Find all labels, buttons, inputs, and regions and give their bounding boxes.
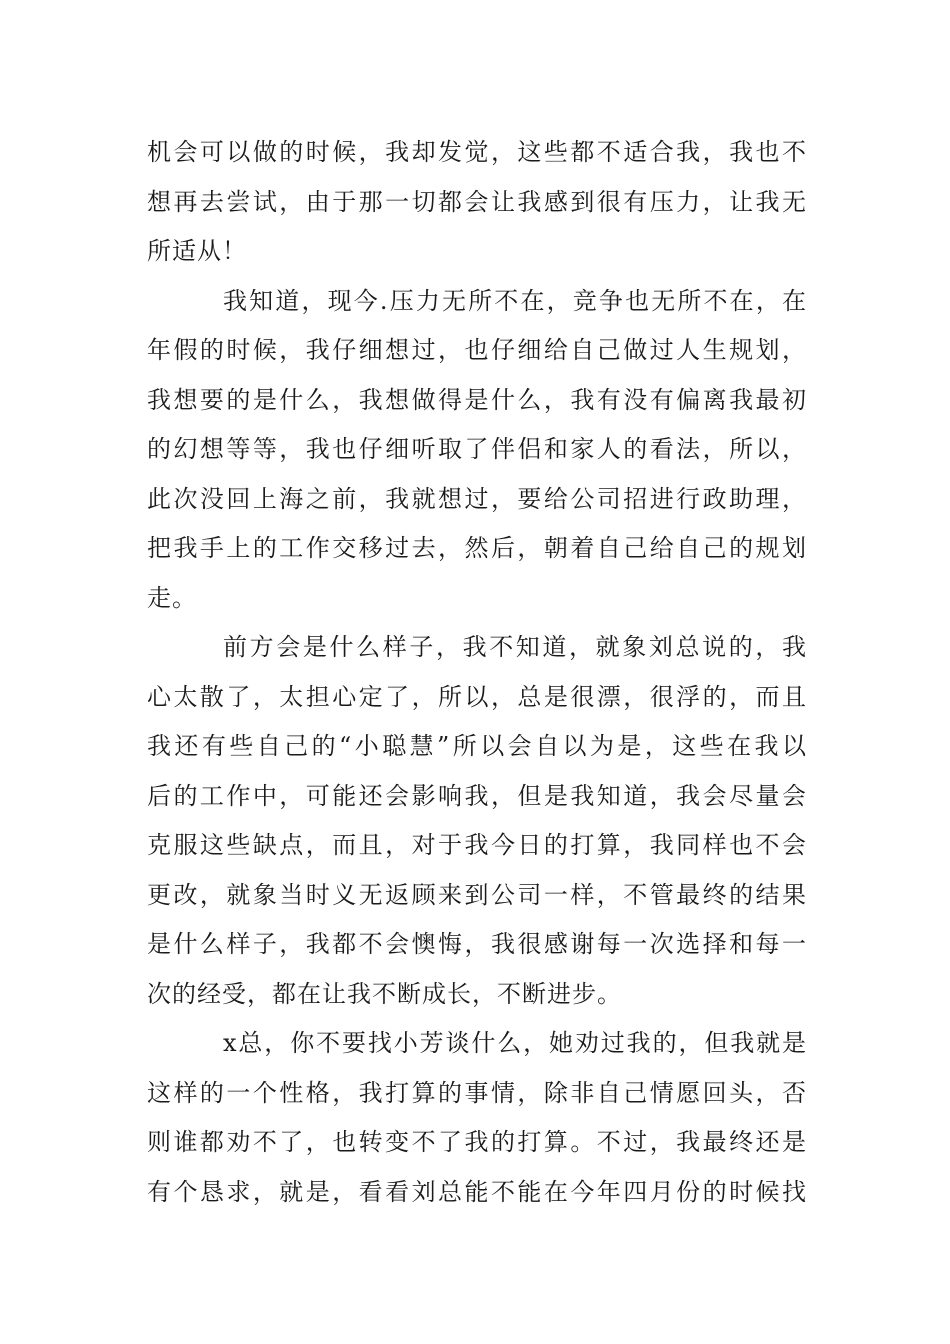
- text-line: 年假的时候，我仔细想过，也仔细给自己做过人生规划，: [147, 336, 807, 364]
- text-line: 克服这些缺点，而且，对于我今日的打算，我同样也不会: [147, 831, 807, 859]
- text-line: 心太散了，太担心定了，所以，总是很漂，很浮的，而且: [147, 682, 807, 711]
- text-line: 后的工作中，可能还会影响我，但是我知道，我会尽量会: [147, 781, 807, 810]
- text-line: 是什么样子，我都不会懊悔，我很感谢每一次选择和每一: [147, 930, 807, 958]
- text-line: 机会可以做的时候，我却发觉，这些都不适合我，我也不: [147, 138, 807, 166]
- text-line: 所适从！: [147, 237, 247, 265]
- text-line: 则谁都劝不了，也转变不了我的打算。不过，我最终还是: [147, 1128, 807, 1156]
- paragraph-start-line: x总，你不要找小芳谈什么，她劝过我的，但我就是: [223, 1029, 807, 1057]
- text-line: 想再去尝试，由于那一切都会让我感到很有压力，让我无: [147, 187, 807, 216]
- text-line: 走。: [147, 583, 197, 612]
- text-line: 的幻想等等，我也仔细听取了伴侣和家人的看法，所以，: [147, 435, 807, 463]
- text-line: 有个恳求，就是，看看刘总能不能在今年四月份的时候找: [147, 1177, 807, 1206]
- body-text: [147, 128, 807, 1217]
- text-line: 这样的一个性格，我打算的事情，除非自己情愿回头，否: [147, 1078, 807, 1107]
- text-line: 我还有些自己的“小聪慧”所以会自以为是，这些在我以: [147, 732, 807, 760]
- paragraph-start-line: 前方会是什么样子，我不知道，就象刘总说的，我: [223, 633, 807, 661]
- text-line: 更改，就象当时义无返顾来到公司一样，不管最终的结果: [147, 880, 807, 909]
- paragraph-start-line: 我知道，现今.压力无所不在，竞争也无所不在，在: [223, 286, 807, 315]
- text-line: 此次没回上海之前，我就想过，要给公司招进行政助理，: [147, 484, 807, 513]
- text-line: 我想要的是什么，我想做得是什么，我有没有偏离我最初: [147, 385, 807, 414]
- text-line: 次的经受，都在让我不断成长，不断进步。: [147, 979, 622, 1008]
- text-line: 把我手上的工作交移过去，然后，朝着自己给自己的规划: [147, 534, 807, 562]
